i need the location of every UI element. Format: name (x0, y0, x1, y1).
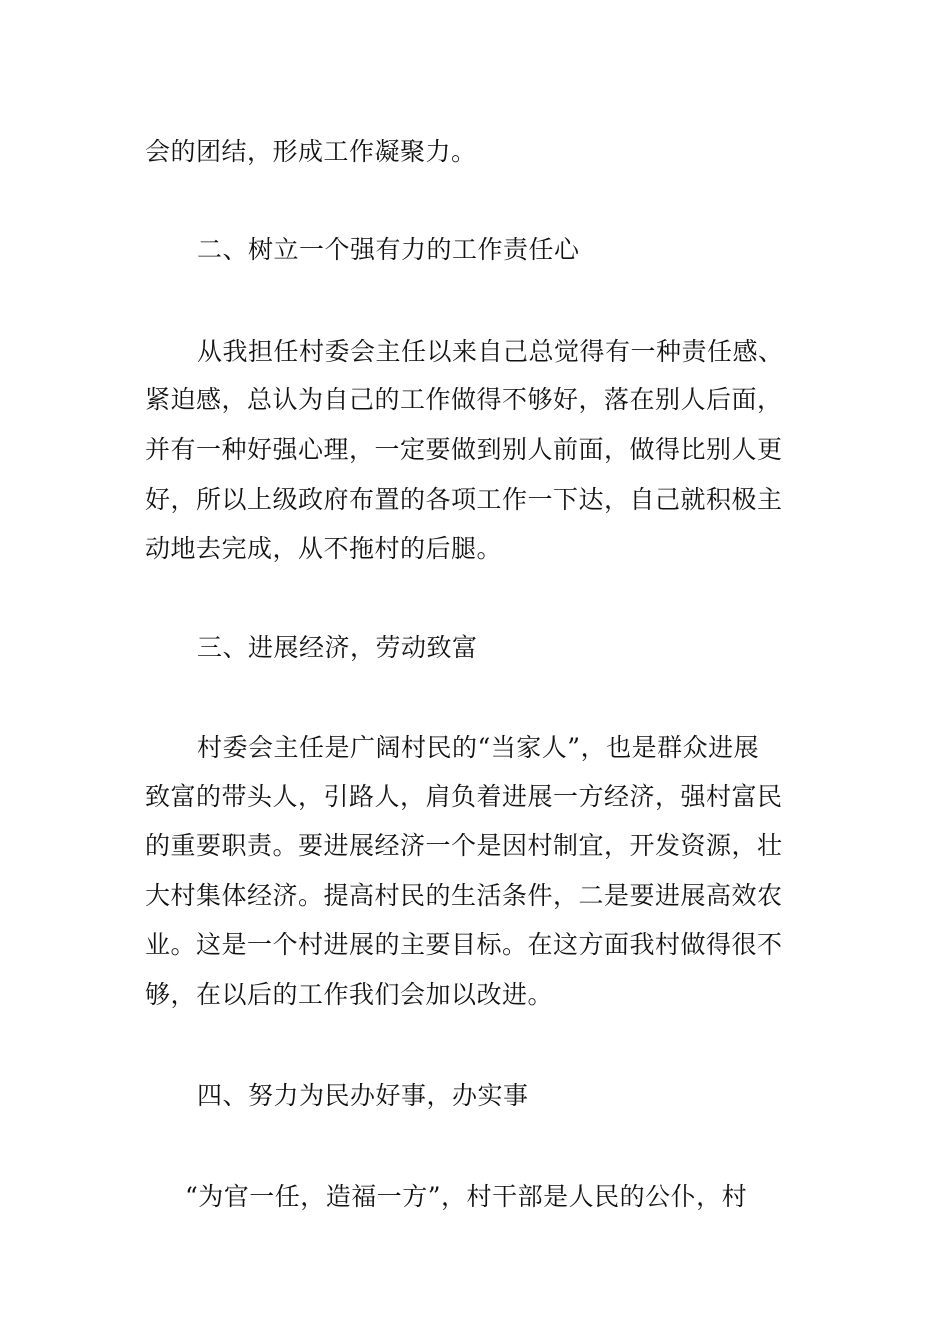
paragraph-line: 并有一种好强心理，一定要做到别人前面，做得比别人更 (145, 435, 783, 464)
paragraph-line: 村委会主任是广阔村民的“当家人”，也是群众进展 (197, 733, 760, 762)
paragraph-line: 大村集体经济。提高村民的生活条件，二是要进展高效农 (145, 881, 783, 910)
paragraph-line: 好，所以上级政府布置的各项工作一下达，自己就积极主 (145, 485, 783, 514)
section-heading-3: 三、进展经济，劳动致富 (197, 633, 478, 662)
paragraph-line: 够，在以后的工作我们会加以改进。 (145, 980, 554, 1009)
section-heading-2: 二、树立一个强有力的工作责任心 (197, 235, 580, 264)
paragraph-fragment: 会的团结，形成工作凝聚力。 (145, 137, 477, 166)
paragraph-line: 致富的带头人，引路人，肩负着进展一方经济，强村富民 (145, 782, 783, 811)
paragraph-line: 的重要职责。要进展经济一个是因村制宜，开发资源，壮 (145, 831, 783, 860)
paragraph-line: 业。这是一个村进展的主要目标。在这方面我村做得很不 (145, 930, 783, 959)
paragraph-line: “为官一任，造福一方”，村干部是人民的公仆，村 (185, 1182, 748, 1211)
section-heading-4: 四、努力为民办好事，办实事 (197, 1081, 529, 1110)
paragraph-line: 紧迫感，总认为自己的工作做得不够好，落在别人后面， (145, 385, 783, 414)
paragraph-line: 动地去完成，从不拖村的后腿。 (145, 534, 503, 563)
paragraph-line: 从我担任村委会主任以来自己总觉得有一种责任感、 (197, 337, 784, 366)
